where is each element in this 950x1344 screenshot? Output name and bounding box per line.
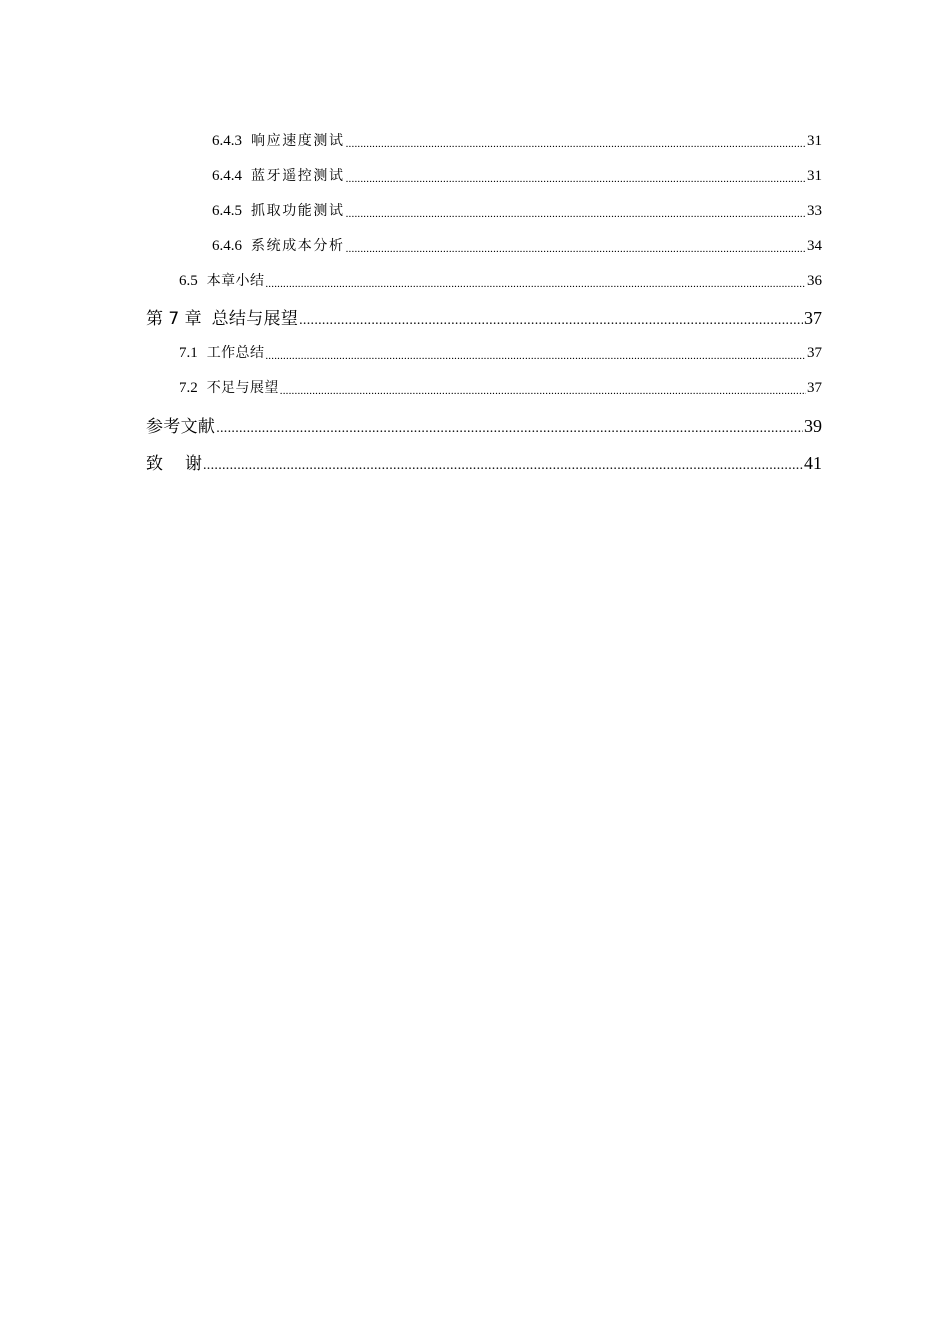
dot-leader: [299, 313, 803, 329]
toc-entry-page: 37: [807, 380, 822, 396]
toc-entry-title: 总结与展望: [211, 309, 299, 329]
dot-leader: [265, 350, 806, 362]
toc-entry-page: 31: [807, 133, 822, 149]
toc-entry-title: 抓取功能测试: [251, 203, 345, 219]
toc-entry-page: 37: [807, 345, 822, 361]
toc-entry-acknowledgements[interactable]: [146, 449, 822, 474]
dot-leader: [346, 208, 806, 220]
toc-entry-number: 7.1: [179, 345, 198, 361]
toc-entry-references[interactable]: [146, 412, 822, 437]
toc-entry-number: 6.4.3: [212, 133, 242, 149]
dot-leader: [346, 243, 806, 255]
toc-entry-title: 参考文献: [146, 417, 216, 437]
toc-entry-6-4-6[interactable]: [212, 235, 822, 255]
toc-entry-page: 41: [804, 453, 822, 473]
toc-entry-page: 37: [804, 308, 822, 328]
toc-entry-6-4-4[interactable]: [212, 165, 822, 185]
toc-entry-title: 本章小结: [206, 273, 265, 289]
toc-entry-7-2[interactable]: [179, 377, 822, 397]
toc-entry-number: 6.4.6: [212, 238, 242, 254]
toc-entry-page: 34: [807, 238, 822, 254]
toc-entry-page: 36: [807, 273, 822, 289]
toc-entry-page: 39: [804, 416, 822, 436]
toc-entry-6-4-3[interactable]: [212, 130, 822, 150]
toc-entry-title: 工作总结: [206, 345, 265, 361]
dot-leader: [265, 278, 806, 290]
toc-entry-number: 6.5: [179, 273, 198, 289]
toc-entry-title: 响应速度测试: [251, 133, 345, 149]
dot-leader: [346, 138, 806, 150]
toc-entry-7-1[interactable]: [179, 342, 822, 362]
toc-entry-title: 不足与展望: [206, 380, 279, 396]
toc-entry-6-5[interactable]: [179, 270, 822, 290]
toc-entry-number: 6.4.4: [212, 168, 242, 184]
toc-entry-number: 7.2: [179, 380, 198, 396]
toc-entry-title: 系统成本分析: [251, 238, 345, 254]
dot-leader: [346, 173, 806, 185]
toc-entry-chapter-7[interactable]: [146, 304, 822, 329]
dot-leader: [216, 421, 803, 437]
toc-entry-page: 33: [807, 203, 822, 219]
dot-leader: [203, 458, 803, 474]
toc-entry-number: 6.4.5: [212, 203, 242, 219]
toc-entry-6-4-5[interactable]: [212, 200, 822, 220]
toc-entry-title: 致谢: [146, 454, 224, 474]
toc-entry-title: 蓝牙遥控测试: [251, 168, 345, 184]
toc-entry-number: 第 7 章: [146, 309, 202, 329]
toc-entry-page: 31: [807, 168, 822, 184]
dot-leader: [280, 385, 806, 397]
